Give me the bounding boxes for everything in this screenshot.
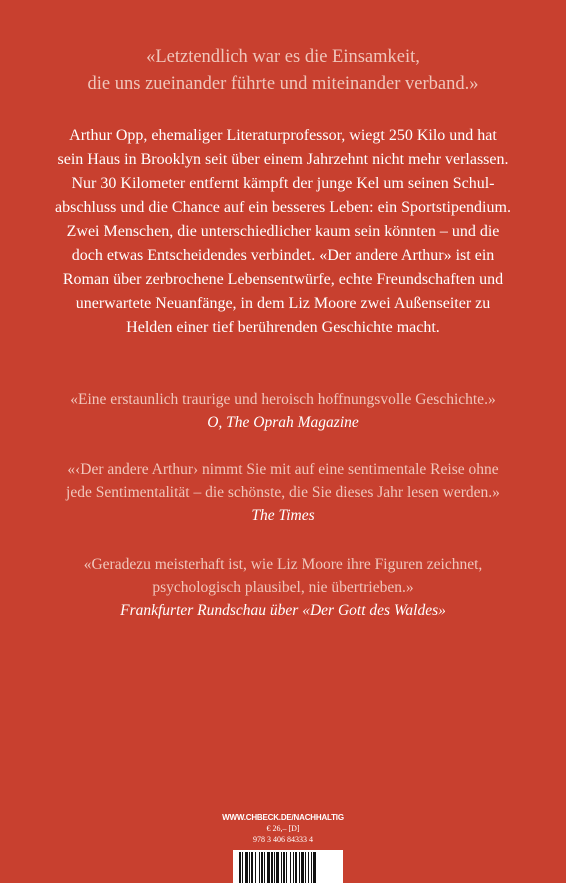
- review-quote-line: «Eine erstaunlich traurige und heroisch hoffnungsvolle Geschichte.»: [70, 391, 496, 408]
- barcode-bar: [245, 852, 248, 883]
- barcode-bar: [239, 852, 241, 883]
- barcode-bar: [281, 852, 282, 883]
- review-quote-line: «Geradezu meisterhaft ist, wie Liz Moore ihre Figuren zeichnet,: [83, 556, 483, 573]
- barcode-bar: [313, 852, 316, 883]
- barcode-bar: [259, 852, 260, 883]
- barcode-bar: [261, 852, 263, 883]
- review-quote-line: psychologisch plausibel, nie übertrieben.»: [152, 579, 414, 596]
- blurb-line: abschluss und die Chance auf ein besseres Leben: ein Sportstipendium.: [55, 199, 511, 216]
- blurb-line: Zwei Menschen, die unterschiedlicher kaum sein könnten – und die: [66, 223, 500, 240]
- blurb-line: Roman über zerbrochene Lebensentwürfe, echte Freundschaften und: [62, 271, 504, 288]
- blurb-line: Arthur Opp, ehemaliger Literaturprofessor, wiegt 250 Kilo und hat: [69, 127, 497, 144]
- barcode-bar: [276, 852, 279, 883]
- barcode-bar: [264, 852, 265, 883]
- blurb-line: sein Haus in Brooklyn seit über einem Jahrzehnt nicht mehr verlassen.: [57, 151, 509, 168]
- barcode-bar: [255, 852, 256, 883]
- barcode-bar: [311, 852, 312, 883]
- review-source: The Times: [251, 507, 315, 524]
- barcode-bar: [293, 852, 294, 883]
- barcode-bar: [308, 852, 309, 883]
- isbn: 978 3 406 84333 4: [253, 835, 313, 844]
- blurb: [0, 124, 566, 340]
- epigraph-line: die uns zueinander führte und miteinander verband.»: [87, 74, 479, 94]
- barcode-bar: [251, 852, 253, 883]
- epigraph-line: «Letztendlich war es die Einsamkeit,: [146, 47, 420, 67]
- barcode-bar: [283, 852, 285, 883]
- review-quote-line: «‹Der andere Arthur› nimmt Sie mit auf eine sentimentale Reise ohne: [67, 461, 499, 478]
- barcode-graphic: [233, 850, 343, 883]
- review-frankfurter-rundschau: [0, 553, 566, 622]
- barcode-bar: [267, 852, 270, 883]
- epigraph: [0, 44, 566, 98]
- barcode-bar: [271, 852, 273, 883]
- price: € 26,– [D]: [266, 824, 300, 833]
- review-source: Frankfurter Rundschau über «Der Gott des Waldes»: [120, 602, 446, 619]
- barcode-bar: [274, 852, 275, 883]
- barcode-bar: [295, 852, 297, 883]
- review-source: O, The Oprah Magazine: [207, 414, 359, 431]
- barcode: [233, 850, 343, 883]
- barcode-bar: [290, 852, 291, 883]
- blurb-line: doch etwas Entscheidendes verbindet. «Der andere Arthur» ist ein: [71, 247, 495, 264]
- blurb-line: Nur 30 Kilometer entfernt kämpft der junge Kel um seinen Schul-: [71, 175, 495, 192]
- blurb-line: unerwartete Neuanfänge, in dem Liz Moore zwei Außenseiter zu: [75, 295, 491, 312]
- barcode-bar: [249, 852, 250, 883]
- publisher-url[interactable]: WWW.CHBECK.DE/NACHHALTIG: [222, 813, 344, 822]
- review-times: [0, 458, 566, 527]
- barcode-bar: [286, 852, 287, 883]
- review-quote-line: jede Sentimentalität – die schönste, die Sie dieses Jahr lesen werden.»: [66, 484, 500, 501]
- review-oprah: [0, 388, 566, 434]
- barcode-bar: [242, 852, 243, 883]
- blurb-line: Helden einer tief berührenden Geschichte macht.: [126, 319, 440, 336]
- imprint: [0, 812, 566, 845]
- barcode-bar: [299, 852, 300, 883]
- barcode-bar: [305, 852, 306, 883]
- barcode-bar: [301, 852, 304, 883]
